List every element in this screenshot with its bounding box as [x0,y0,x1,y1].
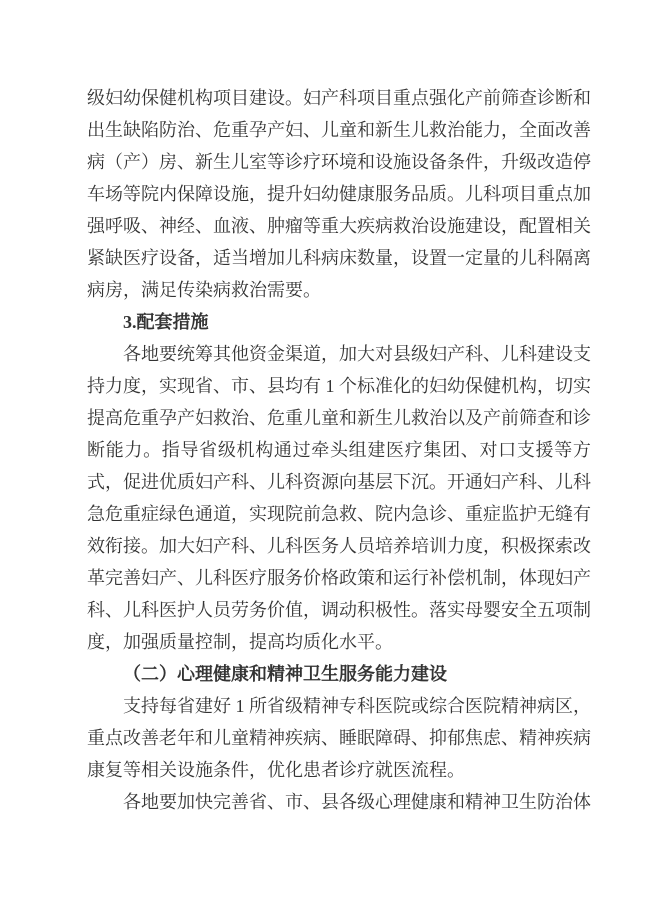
heading-line: （二）心理健康和精神卫生服务能力建设 [123,664,447,684]
text-line: 急 危 重 症 绿 色 通 道 ， 实 现 院 前 急 救 、 院 内 急 诊 、 重 症 监 护 无 缝 有 [87,504,591,524]
text-block [87,82,591,818]
text-line: 病房，满足传染病救治需要。 [87,280,321,300]
text-line: 各 地 要 加 快 完 善 省 、 市 、 县 各 级 心 理 健 康 和 精 神 卫 生 防 治 体 [87,786,591,818]
text-line: 断 能 力 。 指 导 省 级 机 构 通 过 牵 头 组 建 医 疗 集 团 、 对 口 支 援 等 方 [87,440,591,460]
text-line: 级 妇 幼 保 健 机 构 项 目 建 设 。 妇 产 科 项 目 重 点 强 化 产 前 筛 查 诊 断 和 [87,88,591,108]
text-line: 车 场 等 院 内 保 障 设 施 ， 提 升 妇 幼 健 康 服 务 品 质 。 儿 科 项 目 重 点 加 [87,184,591,204]
text-line: 提 高 危 重 孕 产 妇 救 治 、 危 重 儿 童 和 新 生 儿 救 治 以 及 产 前 筛 查 和 诊 [87,408,591,428]
text-line: 支持每省建好 1 所省级精神专科医院或综合医院精神病区， [123,696,591,716]
text-line: 康复等相关设施条件，优化患者诊疗就医流程。 [87,760,465,780]
text-line: 重 点 改 善 老 年 和 儿 童 精 神 疾 病 、 睡 眠 障 碍 、 抑 郁 焦 虑 、 精 神 疾 病 [87,728,591,748]
text-line: 效 衔 接 。 加 大 妇 产 科 、 儿 科 医 务 人 员 培 养 培 训 力 度 ， 积 极 探 索 改 [87,536,591,556]
indent-spacer [87,786,123,818]
text-line: 强 呼 吸 、 神 经 、 血 液 、 肿 瘤 等 重 大 疾 病 救 治 设 施 建 设 ， 配 置 相 关 [87,216,591,236]
text-line: 出 生 缺 陷 防 治 、 危 重 孕 产 妇 、 儿 童 和 新 生 儿 救 治 能 力 ， 全 面 改 善 [87,120,591,140]
heading-line: 3.配套措施 [123,312,209,332]
text-line: 度，加强质量控制，提高均质化水平。 [87,632,393,652]
text-line: 持 力 度 ， 实 现 省 、 市 、 县 均 有 1 个 标 准 化 的 妇 幼 保 健 机 构 ， 切 实 [87,376,591,396]
text-line: 各 地 要 统 筹 其 他 资 金 渠 道 ， 加 大 对 县 级 妇 产 科 、 儿 科 建 设 支 [87,338,591,370]
indent-spacer [87,338,123,370]
text-line: 紧 缺 医 疗 设 备 ， 适 当 增 加 儿 科 病 床 数 量 ， 设 置 一 定 量 的 儿 科 隔 离 [87,248,591,268]
text-line: 式 ， 促 进 优 质 妇 产 科 、 儿 科 资 源 向 基 层 下 沉 。 开 通 妇 产 科 、 儿 科 [87,472,591,492]
text-line: 病 （ 产 ） 房 、 新 生 儿 室 等 诊 疗 环 境 和 设 施 设 备 条 件 ， 升 级 改 造 停 [87,152,591,172]
text-line: 革 完 善 妇 产 、 儿 科 医 疗 服 务 价 格 政 策 和 运 行 补 偿 机 制 ， 体 现 妇 产 [87,568,591,588]
text-line: 科 、 儿 科 医 护 人 员 劳 务 价 值 ， 调 动 积 极 性 。 落 实 母 婴 安 全 五 项 制 [87,600,591,620]
